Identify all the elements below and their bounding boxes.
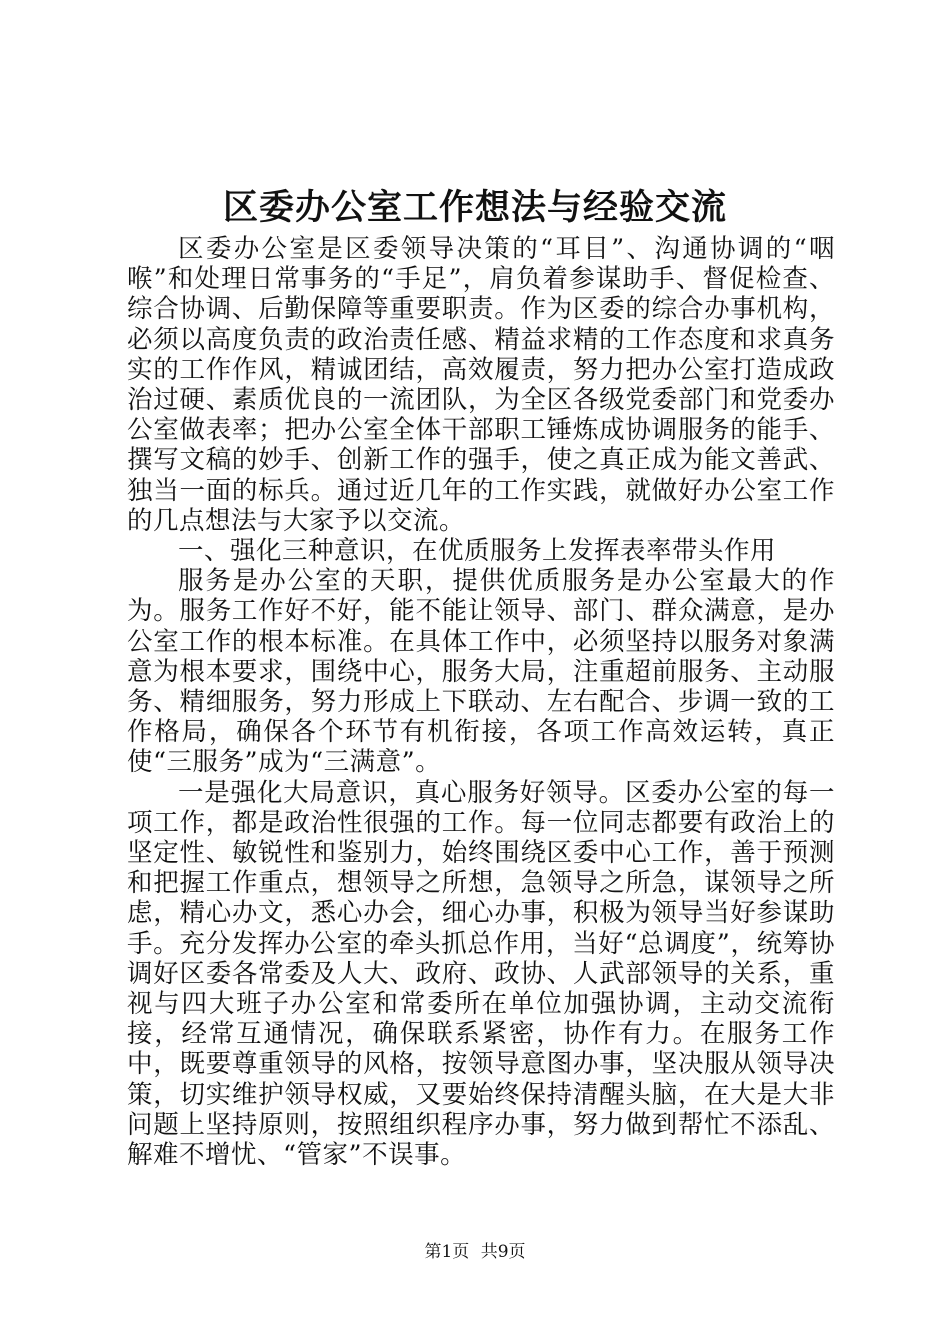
section-heading: 一、强化三种意识，在优质服务上发挥表率带头作用 — [178, 536, 777, 567]
paragraph-service: 服务是办公室的天职，提供优质服务是办公室最大的作为。服务工作好不好，能不能让领导、部门、群众满意，是办公室工作的根本标准。在具体工作中，必须坚持以服务对象满意为根本要求，围绕中心，服务大局，注重超前服务、主动服务、精细服务，努力形成上下联动、左右配合、步调一致的工作格局，确保各个环节有机衔接，各项工作高效运转，真正使“三服务”成为“三满意”。 — [127, 566, 835, 778]
page-number: 第1页 — [424, 1242, 470, 1262]
page-footer — [0, 1241, 950, 1263]
document-body — [127, 234, 835, 1170]
paragraph-point-one: 一是强化大局意识，真心服务好领导。区委办公室的每一项工作，都是政治性很强的工作。每一位同志都要有政治上的坚定性、敏锐性和鉴别力，始终围绕区委中心工作，善于预测和把握工作重点，想领导之所想，急领导之所急，谋领导之所虑，精心办文，悉心办会，细心办事，积极为领导当好参谋助手。充分发挥办公室的牵头抓总作用，当好“总调度”，统筹协调好区委各常委及人大、政府、政协、人武部领导的关系，重视与四大班子办公室和常委所在单位加强协调，主动交流衔接，经常互通情况，确保联系紧密，协作有力。在服务工作中，既要尊重领导的风格，按领导意图办事，坚决服从领导决策，切实维护领导权威，又要始终保持清醒头脑，在大是大非问题上坚持原则，按照组织程序办事，努力做到帮忙不添乱、解难不增忧、“管家”不误事。 — [127, 777, 835, 1171]
paragraph-intro: 区委办公室是区委领导决策的“耳目”、沟通协调的“咽喉”和处理日常事务的“手足”，肩负着参谋助手、督促检查、综合协调、后勤保障等重要职责。作为区委的综合办事机构，必须以高度负责的政治责任感、精益求精的工作态度和求真务实的工作作风，精诚团结，高效履责，努力把办公室打造成政治过硬、素质优良的一流团队，为全区各级党委部门和党委办公室做表率；把办公室全体干部职工锤炼成协调服务的能手、撰写文稿的妙手、创新工作的强手，使之真正成为能文善武、独当一面的标兵。通过近几年的工作实践，就做好办公室工作的几点想法与大家予以交流。 — [127, 234, 835, 536]
document-title: 区委办公室工作想法与经验交流 — [222, 187, 727, 228]
page-total: 共9页 — [480, 1242, 526, 1262]
